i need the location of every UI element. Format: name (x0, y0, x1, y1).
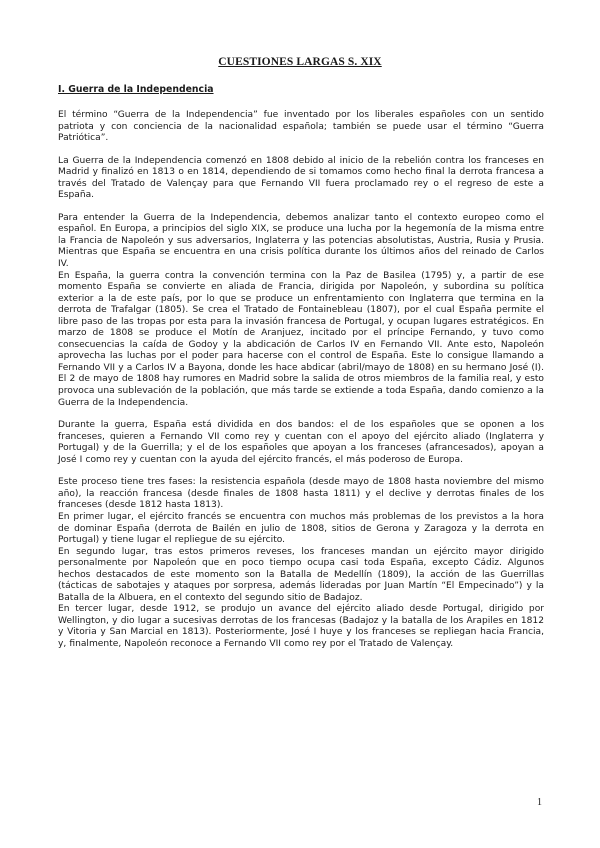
paragraph: En segundo lugar, tras estos primeros reveses, los franceses mandan un ejército mayor dirigido personalmente por Napoleón que en poco tiempo ocupa casi toda España, excepto Cádiz. Algunos hechos destacados de este momento son la Batalla de Medellín (1809), la acción de las Guerrillas (tácticas de sabotajes y ataques por sorpresa, además lideradas por Juan Martín “El Empecinado”) y la Batalla de la Albuera, en el contexto del segundo sitio de Badajoz. (58, 546, 544, 603)
paragraph-spacer (58, 466, 544, 477)
paragraph: La Guerra de la Independencia comenzó en 1808 debido al inicio de la rebelión contra los franceses en Madrid y finalizó en 1813 o en 1814, dependiendo de si tomamos como hecho final la derrota francesa a través del Tratado de Valençay para que Fernando VII fuera proclamado rey o el regreso de este a España. (58, 155, 544, 201)
paragraph: Para entender la Guerra de la Independencia, debemos analizar tanto el contexto europeo como el español. En Europa, a principios del siglo XIX, se produce una lucha por la hegemonía de la misma entre la Francia de Napoleón y sus adversarios, Inglaterra y las potencias absolutistas, Austria, Rusia y Prusia. Mientras que España se encuentra en una crisis política durante los últimos años del reinado de Carlos IV. (58, 212, 544, 270)
paragraph: Este proceso tiene tres fases: la resistencia española (desde mayo de 1808 hasta noviembre del mismo año), la reacción francesa (desde finales de 1808 hasta 1811) y el declive y derrotas finales de los franceses (desde 1812 hasta 1813). (58, 477, 544, 511)
paragraph: El término “Guerra de la Independencia” fue inventado por los liberales españoles con un sentido patriota y con conciencia de la nacionalidad española; también se puede usar el término “Guerra Patriótica”. (58, 110, 544, 144)
paragraph-spacer (58, 145, 544, 156)
paragraph: En España, la guerra contra la convención termina con la Paz de Basilea (1795) y, a partir de ese momento España se convierte en aliada de Francia, dirigida por Napoleón, y subordina su política exterior a la de este país, por lo que se produce un enfrentamiento con Inglaterra que termina en la derrota de Trafalgar (1805). Se crea el Tratado de Fontainebleau (1807), por el cual España permite el libre paso de las tropas por esta para la invasión francesa de Portugal, y ocupan lugares estratégicos. En marzo de 1808 se produce el Motín de Aranjuez, incitado por el príncipe Fernando, y tuvo como consecuencias la caída de Godoy y la abdicación de Carlos IV en Fernando VII. Ante esto, Napoleón aprovecha las luchas por el poder para hacerse con el control de España. Este lo consigue llamando a Fernando VII y a Carlos IV a Bayona, donde les hace abdicar (abril/mayo de 1808) en su hermano José (I). El 2 de mayo de 1808 hay rumores en Madrid sobre la salida de otros miembros de la familia real, y esto provoca una sublevación de la población, que más tarde se extiende a toda España, dando comienzo a la Guerra de la Independencia. (58, 270, 544, 408)
paragraph: En primer lugar, el ejército francés se encuentra con muchos más problemas de los previstos a la hora de dominar España (derrota de Bailén en julio de 1808, sitios de Gerona y Zaragoza y la derrota en Portugal) y tiene lugar el repliegue de su ejército. (58, 511, 544, 546)
document-title: CUESTIONES LARGAS S. XIX (218, 56, 382, 68)
paragraph: En tercer lugar, desde 1912, se produjo un avance del ejército aliado desde Portugal, dirigido por Wellington, y dio lugar a sucesivas derrotas de los francesas (Badajoz y la batalla de los Arapiles en 1812 y Vitoria y San Marcial en 1813). Posteriormente, José I huye y los franceses se repliegan hacia Francia, y, finalmente, Napoleón reconoce a Fernando VII como rey por el Tratado de Valençay. (58, 604, 544, 649)
document-body (58, 84, 544, 651)
paragraph: Durante la guerra, España está dividida en dos bandos: el de los españoles que se oponen a los franceses, quieren a Fernando VII como rey y cuentan con el apoyo del ejército aliado (Inglaterra y Portugal) y de la Guerrilla; y el de los españoles que apoyan a los franceses (afrancesados), apoyan a José I como rey y cuentan con la ayuda del ejército francés, el más poderoso de Europa. (58, 420, 544, 465)
section-heading: I. Guerra de la Independencia (58, 84, 214, 95)
page-number: 1 (537, 797, 542, 808)
paragraph-spacer (58, 202, 544, 213)
paragraph-spacer (58, 409, 544, 420)
